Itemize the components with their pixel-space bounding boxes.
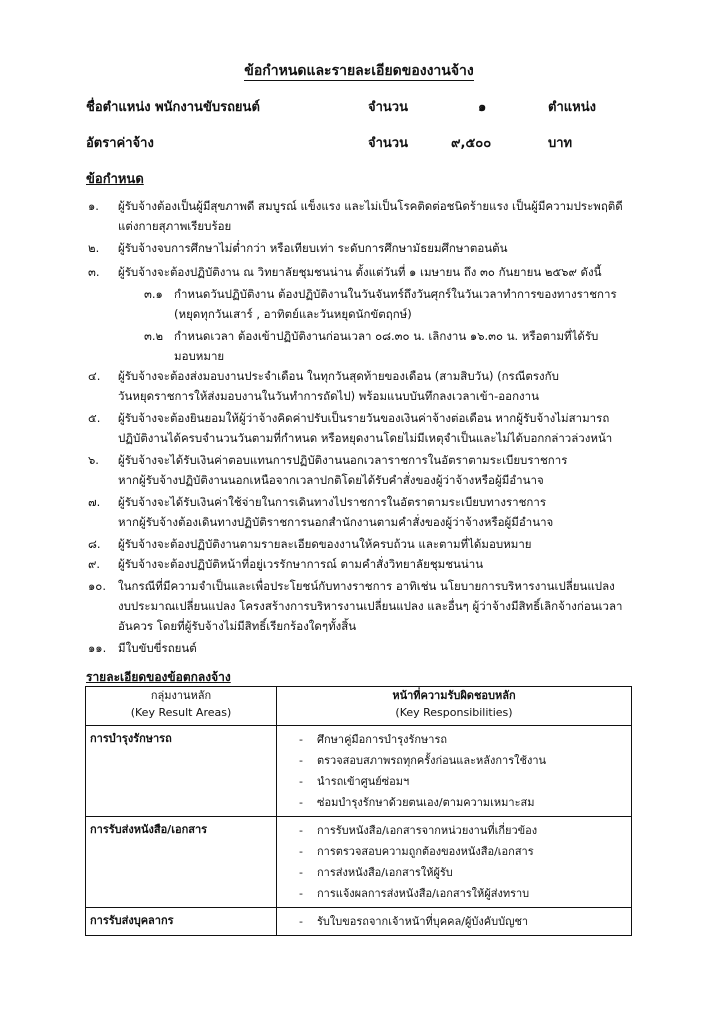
table-row	[86, 726, 632, 817]
area-cell: การบำรุงรักษารถ	[86, 726, 277, 817]
list-item: - ตรวจสอบสภาพรถทุกครั้งก่อนและหลังการใช้งาน	[299, 754, 547, 767]
wage-unit: บาท	[548, 136, 573, 151]
condition-line: วันหยุดราชการให้ส่งมอบงานในวันทำการถัดไป) พร้อมแนบบันทึกลงเวลาเข้า-ออกงาน	[118, 389, 539, 403]
list-item: - การตรวจสอบความถูกต้องของหนังสือ/เอกสาร	[299, 845, 534, 858]
area-cell: การรับส่งบุคลากร	[86, 908, 277, 936]
condition-item: ๕. ผู้รับจ้างจะต้องยินยอมให้ผู้ว่าจ้างคิดค่าปรับเป็นรายวันของเงินค่าจ้างต่อเดือน หากผู้รับจ้างไม่สามารถ	[88, 411, 610, 425]
list-item: - นำรถเข้าศูนย์ซ่อมฯ	[299, 775, 410, 788]
amount-unit: ตำแหน่ง	[548, 100, 596, 115]
agreement-heading: รายละเอียดของข้อตกลงจ้าง	[86, 670, 231, 684]
responsibilities-table	[85, 686, 632, 936]
document-title: ข้อกำหนดและรายละเอียดของงานจ้าง	[244, 63, 474, 79]
condition-line: อันควร โดยที่ผู้รับจ้างไม่มีสิทธิ์เรียกร้องใดๆทั้งสิ้น	[118, 619, 357, 633]
condition-line: ปฏิบัติงานได้ครบจำนวนวันตามที่กำหนด หรือหยุดงานโดยไม่มีเหตุจำเป็นและไม่ได้บอกกล่าวล่วงหน้า	[118, 431, 613, 445]
list-item: - การส่งหนังสือ/เอกสารให้ผู้รับ	[299, 866, 453, 879]
condition-line: มอบหมาย	[174, 349, 225, 363]
condition-item: ๓. ผู้รับจ้างจะต้องปฏิบัติงาน ณ วิทยาลัยชุมชนน่าน ตั้งแต่วันที่ ๑ เมษายน ถึง ๓๐ กันยายน ๒๕๖๙ ดังนี้	[88, 265, 602, 279]
position-label: ชื่อตำแหน่ง พนักงานขับรถยนต์	[86, 100, 260, 115]
condition-subitem: ๓.๒ กำหนดเวลา ต้องเข้าปฏิบัติงานก่อนเวลา ๐๘.๓๐ น. เลิกงาน ๑๖.๓๐ น. หรือตามที่ได้รับ	[144, 329, 599, 343]
amount-label: จำนวน	[368, 100, 408, 115]
responsibility-cell	[277, 908, 632, 936]
col2-header: หน้าที่ความรับผิดชอบหลัก (Key Responsibilities)	[277, 687, 632, 726]
condition-line: หากผู้รับจ้างต้องเดินทางปฏิบัติราชการนอกสำนักงานตามคำสั่งของผู้ว่าจ้างหรือผู้มีอำนาจ	[118, 515, 554, 529]
wage-label: อัตราค่าจ้าง	[86, 136, 154, 151]
responsibility-cell	[277, 817, 632, 908]
conditions-heading: ข้อกำหนด	[86, 172, 144, 187]
list-item: - ศึกษาคู่มือการบำรุงรักษารถ	[299, 733, 448, 746]
wage-amount-label: จำนวน	[368, 136, 408, 151]
condition-item: ๑๐. ในกรณีที่มีความจำเป็นและเพื่อประโยชน์กับทางราชการ อาทิเช่น นโยบายการบริหารงานเปลี่ยนแปลง	[88, 579, 615, 593]
condition-line: งบประมาณเปลี่ยนแปลง โครงสร้างการบริหารงานเปลี่ยนแปลง และอื่นๆ ผู้ว่าจ้างมีสิทธิ์เลิกจ้างก่อนเวลา	[118, 599, 623, 613]
amount-value: ๑	[478, 100, 487, 115]
area-cell: การรับส่งหนังสือ/เอกสาร	[86, 817, 277, 908]
condition-line: (หยุดทุกวันเสาร์ , อาทิตย์และวันหยุดนักขัตฤกษ์)	[174, 307, 412, 321]
condition-subitem: ๓.๑ กำหนดวันปฏิบัติงาน ต้องปฏิบัติงานในวันจันทร์ถึงวันศุกร์ในวันเวลาทำการของทางราชการ	[144, 287, 617, 301]
condition-item: ๘. ผู้รับจ้างจะต้องปฏิบัติงานตามรายละเอียดของงานให้ครบถ้วน และตามที่ได้มอบหมาย	[88, 537, 532, 551]
condition-line: หากผู้รับจ้างปฏิบัติงานนอกเหนือจากเวลาปกติโดยได้รับคำสั่งของผู้ว่าจ้างหรือผู้มีอำนาจ	[118, 473, 544, 487]
table-header-row	[86, 687, 632, 726]
table-row	[86, 817, 632, 908]
list-item: - การแจ้งผลการส่งหนังสือ/เอกสารให้ผู้ส่งทราบ	[299, 887, 530, 900]
list-item: - การรับหนังสือ/เอกสารจากหน่วยงานที่เกี่ยวข้อง	[299, 824, 538, 837]
list-item: - ซ่อมบำรุงรักษาด้วยตนเอง/ตามความเหมาะสม	[299, 796, 535, 809]
responsibility-cell	[277, 726, 632, 817]
list-item: - รับใบขอรถจากเจ้าหน้าที่บุคคล/ผู้บังคับบัญชา	[299, 915, 529, 928]
condition-item: ๑๑. มีใบขับขี่รถยนต์	[88, 641, 197, 655]
condition-item: ๖. ผู้รับจ้างจะได้รับเงินค่าตอบแทนการปฏิบัติงานนอกเวลาราชการในอัตราตามระเบียบราชการ	[88, 453, 568, 467]
table-row	[86, 908, 632, 936]
col1-header: กลุ่มงานหลัก (Key Result Areas)	[86, 687, 277, 726]
condition-line: แต่งกายสุภาพเรียบร้อย	[118, 219, 232, 233]
condition-item: ๒. ผู้รับจ้างจบการศึกษาไม่ต่ำกว่า หรือเทียบเท่า ระดับการศึกษามัธยมศึกษาตอนต้น	[88, 241, 508, 255]
condition-item: ๗. ผู้รับจ้างจะได้รับเงินค่าใช้จ่ายในการเดินทางไปราชการในอัตราตามระเบียบทางราชการ	[88, 495, 546, 509]
condition-item: ๙. ผู้รับจ้างจะต้องปฏิบัติหน้าที่อยู่เวรรักษาการณ์ ตามคำสั่งวิทยาลัยชุมชนน่าน	[88, 557, 484, 571]
wage-value: ๙,๕๐๐	[451, 136, 492, 151]
condition-item: ๑. ผู้รับจ้างต้องเป็นผู้มีสุขภาพดี สมบูรณ์ แข็งแรง และไม่เป็นโรคติดต่อชนิดร้ายแรง เป็นผู้มีความประพฤติดี	[88, 199, 623, 213]
condition-item: ๔. ผู้รับจ้างจะต้องส่งมอบงานประจำเดือน ในทุกวันสุดท้ายของเดือน (สามสิบวัน) (กรณีตรงกับ	[88, 369, 559, 383]
